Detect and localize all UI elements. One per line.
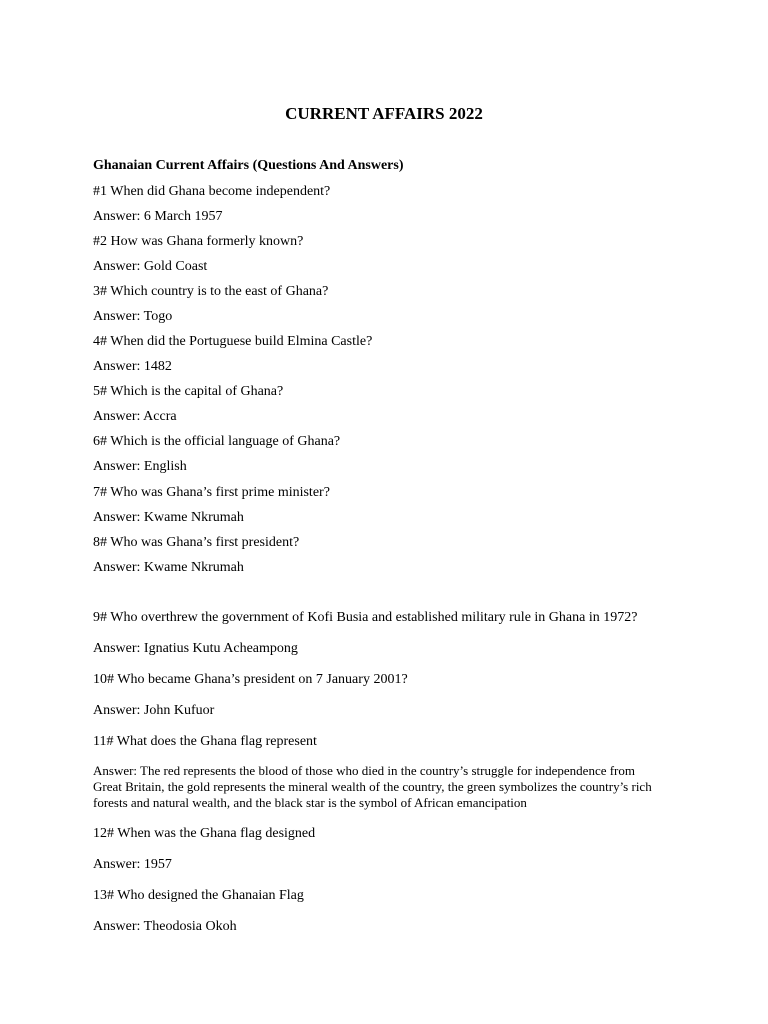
section-heading: Ghanaian Current Affairs (Questions And Answers) — [93, 158, 404, 173]
question-7: 7# Who was Ghana’s first prime minister? — [93, 485, 330, 500]
answer-6: Answer: English — [93, 459, 187, 474]
question-3: 3# Which country is to the east of Ghana? — [93, 284, 329, 299]
question-13: 13# Who designed the Ghanaian Flag — [93, 888, 304, 903]
question-2: #2 How was Ghana formerly known? — [93, 234, 304, 249]
answer-10: Answer: John Kufuor — [93, 703, 215, 718]
document-title: CURRENT AFFAIRS 2022 — [285, 104, 483, 123]
question-6: 6# Which is the official language of Ghana? — [93, 434, 341, 449]
answer-8: Answer: Kwame Nkrumah — [93, 560, 244, 575]
answer-4: Answer: 1482 — [93, 359, 172, 374]
answer-9: Answer: Ignatius Kutu Acheampong — [93, 641, 298, 656]
answer-1: Answer: 6 March 1957 — [93, 209, 223, 224]
question-4: 4# When did the Portuguese build Elmina Castle? — [93, 334, 373, 349]
answer-2: Answer: Gold Coast — [93, 259, 208, 274]
answer-13: Answer: Theodosia Okoh — [93, 919, 237, 934]
answer-7: Answer: Kwame Nkrumah — [93, 510, 244, 525]
question-9: 9# Who overthrew the government of Kofi Busia and established military rule in Ghana in 1972? — [93, 610, 638, 625]
question-5: 5# Which is the capital of Ghana? — [93, 384, 284, 399]
answer-11: Answer: The red represents the blood of those who died in the country’s struggle for independence from Great Britain, the gold represents the mineral wealth of the country, the green symbolizes the country’s rich forests and natural wealth, and the black star is the symbol of African emancipation — [93, 763, 652, 810]
answer-5: Answer: Accra — [93, 409, 177, 424]
question-8: 8# Who was Ghana’s first president? — [93, 535, 300, 550]
question-1: #1 When did Ghana become independent? — [93, 184, 331, 199]
question-10: 10# Who became Ghana’s president on 7 January 2001? — [93, 672, 408, 687]
answer-12: Answer: 1957 — [93, 857, 172, 872]
question-12: 12# When was the Ghana flag designed — [93, 826, 316, 841]
answer-3: Answer: Togo — [93, 309, 173, 324]
question-11: 11# What does the Ghana flag represent — [93, 734, 317, 749]
